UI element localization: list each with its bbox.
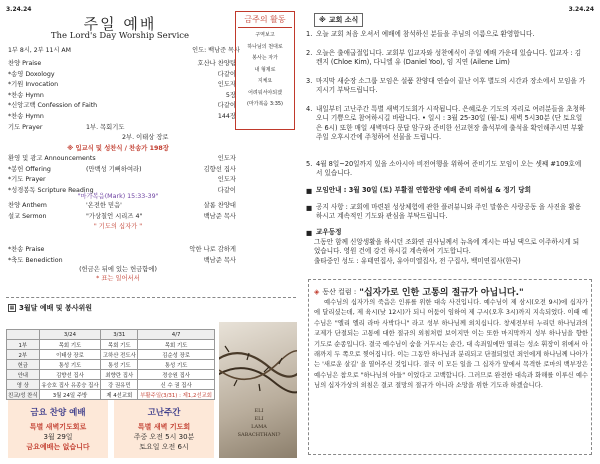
news-item [306, 160, 586, 179]
order-label: *송영 Doxology [8, 70, 55, 78]
schedule-col-header: 3/24 [39, 330, 101, 340]
news-text: 4월 8일~20일까지 있을 소아시아 비전여행을 위하여 준비기도 모임이 오는 셋쨰 #109호에서 있습니다. [316, 160, 582, 178]
friday-worship-card [8, 400, 108, 458]
card1-line2: 3월 29일 [43, 433, 73, 441]
schedule-cell: 헌금 [7, 360, 40, 370]
schedule-cell: 정승원 집사 [138, 370, 215, 380]
order-label: *기원 Invocation [8, 81, 59, 89]
order-row [8, 90, 236, 99]
activity-item: 구역보고 [255, 32, 275, 38]
schedule-table [6, 329, 215, 400]
order-label: *찬송 Hymn [8, 113, 44, 120]
order-row [8, 58, 236, 67]
order-row [8, 111, 236, 120]
order-detail [86, 174, 218, 183]
schedule-col-header: 3/31 [101, 330, 138, 340]
order-leader: 백남준 목사 [203, 212, 236, 220]
schedule-cell: 강 권유민 [101, 380, 138, 390]
members-note-a: 그동안 함께 신앙생활을 하시던 조화연 권사님께서 뉴욕에 계시는 따님 댁으로 이주하시게 되었습니다. 영원 건에 강건 하시길 계속하여 기도합니다. [314, 238, 580, 256]
schedule-col-header: 4/7 [138, 330, 215, 340]
devotion-title: "십자가로 인한 고통의 절규가 아닙니다." [359, 288, 524, 298]
schedule-cell: 3월 24일 주방 [39, 390, 101, 400]
news-header-icon: ※ [319, 16, 326, 24]
order-detail: 1부. 목회기도 [86, 123, 125, 131]
schedule-cell: 2부 [7, 350, 40, 360]
schedule-cell: 부활주일(3/31) : 제1,2선교회 [138, 390, 215, 400]
news-text: 오늘은 출애굽절입니다. 교회부 입교자와 성찬예식이 주일 예배 가운데 있습니다. 입교자 : 김 켄지 (Chloe Kim), 다니엘 유 (Daniel Yoo), 임 지연 (Ailene Lim) [316, 49, 582, 67]
news-text: 오늘 교회 처음 오셔서 예배에 참석하신 분들을 주님의 이름으로 환영합니다. [316, 30, 535, 38]
photo-caption-4: SABACHTHANI? [237, 432, 281, 438]
table-row [7, 340, 215, 350]
scripture-ref: "마가복음(Mark) 15:33-39" [77, 193, 159, 200]
order-leader: 호산나 찬양팀 [197, 60, 236, 67]
news-header-label: 교회 소식 [328, 16, 359, 24]
order-leader: 살롬 찬양대 [203, 202, 236, 209]
order-detail: (만백성 기뻐하여라) [86, 165, 142, 173]
schedule-cell: 영 상 [7, 380, 40, 390]
order-detail [86, 255, 204, 264]
news-item [306, 77, 586, 96]
activity-item: (마가복음 3:35) [246, 101, 284, 107]
order-label: 기도 Prayer [8, 123, 43, 131]
order-row [8, 164, 236, 173]
schedule-title: 3월달 예배 및 봉사위원 [19, 304, 93, 312]
activity-item: 내 형제로 [254, 66, 276, 73]
service-meta [8, 45, 240, 54]
activity-title: 금주의 활동 [238, 14, 292, 28]
news-number: 5. [306, 160, 313, 168]
order-label: *찬송 Praise [8, 246, 45, 253]
schedule-cell: 통성 기도 [39, 360, 101, 370]
prayer-second: 2부. 이태상 장로 [122, 134, 169, 141]
order-row [8, 79, 236, 88]
order-detail [86, 90, 226, 99]
schedule-cell: 목회 기도 [39, 340, 101, 350]
order-leader: 인도자 [217, 176, 236, 184]
order-row [8, 244, 236, 253]
order-row [8, 153, 236, 162]
passion-week-card [114, 400, 214, 458]
order-label: 찬양 Anthem [8, 202, 47, 209]
bullet-icon: ■ [306, 187, 313, 195]
activity-item: 봉사는 자가 [252, 55, 278, 61]
offering-note: (헌금은 뒤에 있는 헌금함에) [79, 266, 157, 273]
bullet-icon: ■ [306, 204, 313, 212]
bulletin-date: 3.24.24 [6, 6, 32, 13]
schedule-cell: 친교/성 찬식 [7, 390, 40, 400]
news-item [306, 30, 586, 39]
news-text: 내일부터 고난주간 특별 새벽기도회가 시작됩니다. 은혜로운 기도의 자리로 여러분들을 초청하오니 기쁨으로 참여하시길 바랍니다. • 일시 : 3월 25-30일 (월-토) 새벽 5시30분 (단 토요일은 6시) 또한 매일 새벽마다 문답 암구와 준비한 선교현장 출석부에 출석을 확인해주시면 부활주일 오후시간에 주청하여 선물을 드립니다. [316, 105, 586, 141]
photo-caption-2: ELI [254, 416, 264, 422]
calendar-icon: ▦ [9, 305, 15, 311]
order-leader: 백남준 목사 [203, 256, 236, 264]
divider [6, 297, 296, 298]
order-row [8, 255, 236, 264]
news-number: 3. [306, 77, 313, 85]
schedule-cell: 이태상 장로 [39, 350, 101, 360]
order-detail [86, 111, 218, 120]
order-label: *축도 Benediction [8, 256, 63, 264]
order-leader: 다같이 [217, 186, 236, 194]
order-leader: 5장 [225, 91, 236, 99]
card2-line1: 특별 새벽 기도회 [137, 423, 191, 431]
order-row [8, 69, 236, 78]
photo-caption-1: ELI [254, 408, 264, 414]
order-row [8, 200, 236, 209]
order-leader: 144장 [217, 113, 236, 120]
card2-title: 고난주간 [147, 408, 181, 418]
schedule-cell: 통성 기도 [101, 360, 138, 370]
news-header [314, 13, 363, 27]
order-leader: 악한 나로 감하게 [189, 246, 236, 253]
order-label: 찬양 Praise [8, 60, 42, 67]
schedule-cell: 김순성 장로 [138, 350, 215, 360]
table-row [7, 380, 215, 390]
service-times: 1부 8시, 2부 11시 AM [8, 47, 71, 54]
order-label: *봉헌 Offering [8, 165, 51, 173]
order-row [8, 122, 236, 131]
devotion-body: 예수님의 십자가의 죽음은 인류를 위한 대속 사건입니다. 예수님이 제 삼시(오전 9시)에 십자가에 달리셨는데, 제 육시(낮 12시)가 되니 어둠이 임하여 제 구시(오후 3시)까지 지속되었다. 이때 예수님은 "엘리 엘리 라마 사박다니" 라고 성부 하나님께 외치십니다. 창세전부터 누리던 하나님과의 교제가 단절되는 고통에 대한 절규의 외침처럼 보이지만 이는 또한 마지막까지 성부 하나님을 향한 기도로 순종입니다. 결국 예수님이 숨을 거두시는 순간, 대 속죄일에만 열리는 성소 휘장이 위에서 아래까지 두 쪽으로 찢어집니다. 이는 그동안 하나님과 분리되고 단절되었던 죄인에게 하나님께 나아가는 '새로운 살길' 을 열어주신 것입니다. 결국 이 모든 일을 그 십자가 앞에서 목격한 로마의 백부장은 예수님은 참으로 "하나님의 아들" 이었다고 고백합니다. 그러므로 완전한 대속과 화해를 이루신 예수님의 십자가상의 외침은 결코 절망의 절규가 아니라 소망을 위한 기도라 하겠습니다. [314, 299, 588, 390]
news-number: 2. [306, 49, 313, 57]
order-row [8, 100, 236, 109]
schedule-cell: 김향선 집사 [39, 370, 101, 380]
schedule-cell: 최향란 집사 [101, 370, 138, 380]
table-row [7, 370, 215, 380]
bulletin-date-right: 3.24.24 [568, 6, 594, 13]
order-detail [86, 58, 198, 67]
members-note-b: 출타중인 성도 : 유태연집사, 유아미엘집사, 전 구집사, 백미연집사(한국) [314, 257, 521, 265]
schedule-cell: 통성 기도 [138, 360, 215, 370]
schedule-cell: 제 4선교회 [101, 390, 138, 400]
order-detail [86, 100, 218, 109]
devotion-heading [314, 285, 524, 298]
order-leader: 인도자 [217, 155, 236, 162]
photo-caption-3: LAMA [251, 424, 267, 430]
schedule-cell: 목회 기도 [101, 340, 138, 350]
card1-title: 금요 찬양 예배 [30, 408, 86, 418]
news-announcement: 공지 사항 : 교회에 마련된 성상체험에 관한 플러뷰니와 주인 말씀은 사랑공동 을 사진을 활용하시고 계속적인 기도와 관심을 부탁드립니다. [316, 203, 582, 221]
standing-note: * 표는 일어서서 [96, 275, 140, 282]
order-detail [86, 153, 218, 162]
order-label: *신앙고백 Confession of Faith [8, 102, 98, 110]
order-leader: 다같이 [217, 70, 236, 78]
order-label: *기도 Prayer [8, 176, 46, 184]
schedule-cell: 신 수 권 집사 [138, 380, 215, 390]
service-leader: 인도: 백남준 목사 [192, 47, 240, 54]
members-header: 교우동정 [316, 228, 342, 236]
order-row [8, 174, 236, 183]
order-label: 환영 및 광고 Announcements [8, 155, 96, 162]
order-detail: "가상칠언 시리즈 4" [86, 212, 143, 220]
order-leader: 김향선 집사 [203, 165, 236, 173]
order-leader: 인도자 [217, 81, 236, 89]
right-page [300, 0, 600, 464]
schedule-col-header [7, 330, 40, 340]
card2-line3: 토요일 오전 6시 [139, 443, 189, 451]
activity-item: 어려워서야되겠 [248, 89, 282, 96]
order-detail [86, 244, 189, 253]
schedule-header [8, 303, 92, 313]
card1-line1: 특별 새벽기도회로 [29, 423, 87, 431]
news-item [306, 49, 586, 68]
section-note: ※ 입교식 및 성찬식 / 찬송가 198장 [67, 145, 169, 152]
crown-of-thorns-image [219, 322, 297, 458]
order-label: 설교 Sermon [8, 212, 47, 220]
schedule-cell: 고하산 전도사 [101, 350, 138, 360]
schedule-cell: 목회 기도 [138, 340, 215, 350]
table-row [7, 350, 215, 360]
order-label: *찬송 Hymn [8, 91, 44, 99]
order-detail [86, 79, 218, 88]
schedule-cell: 1부 [7, 340, 40, 350]
order-detail: '온전한 믿음' [86, 202, 122, 209]
heart-icon: ◈ [314, 287, 320, 296]
order-label: *성경봉독 Scripture Reading [8, 186, 94, 194]
news-number: 1. [306, 30, 313, 38]
card1-line3: 금요예배는 없습니다 [26, 443, 90, 451]
devotion-label: 동산 컬럼 : [322, 287, 357, 296]
order-row [8, 211, 236, 220]
table-row [7, 360, 215, 370]
activity-box [235, 11, 295, 130]
news-item [306, 105, 586, 142]
page-subtitle: The Lord's Day Worship Service [50, 31, 190, 41]
schedule-cell: 유승호 집사 유종승 집사 [39, 380, 101, 390]
activity-items [238, 30, 292, 111]
schedule-cell: 안내 [7, 370, 40, 380]
sermon-subtitle: " 기도의 십자가 " [93, 223, 143, 230]
card2-line2: 주중 오전 5시 30분 [133, 433, 195, 441]
table-row [7, 390, 215, 400]
news-text: 마지막 새순장 소그룹 모임은 설품 찬양대 연습이 끝난 이후 별도의 시간과 장소에서 모임을 가지시기 부탁드립니다. [316, 77, 586, 95]
page-title: 주일 예배 [83, 15, 157, 33]
order-detail [86, 69, 218, 78]
news-meeting: 모임안내 : 3월 30일 (토) 부활절 연합찬양 예배 준비 리허설 & 정기 당회 [316, 186, 531, 194]
bullet-icon: ■ [306, 229, 313, 237]
order-leader: 다같이 [217, 102, 236, 110]
activity-item: 지체요 [257, 78, 273, 84]
news-number: 4. [306, 105, 313, 113]
activity-item: 하나님의 천대로 [247, 43, 283, 50]
